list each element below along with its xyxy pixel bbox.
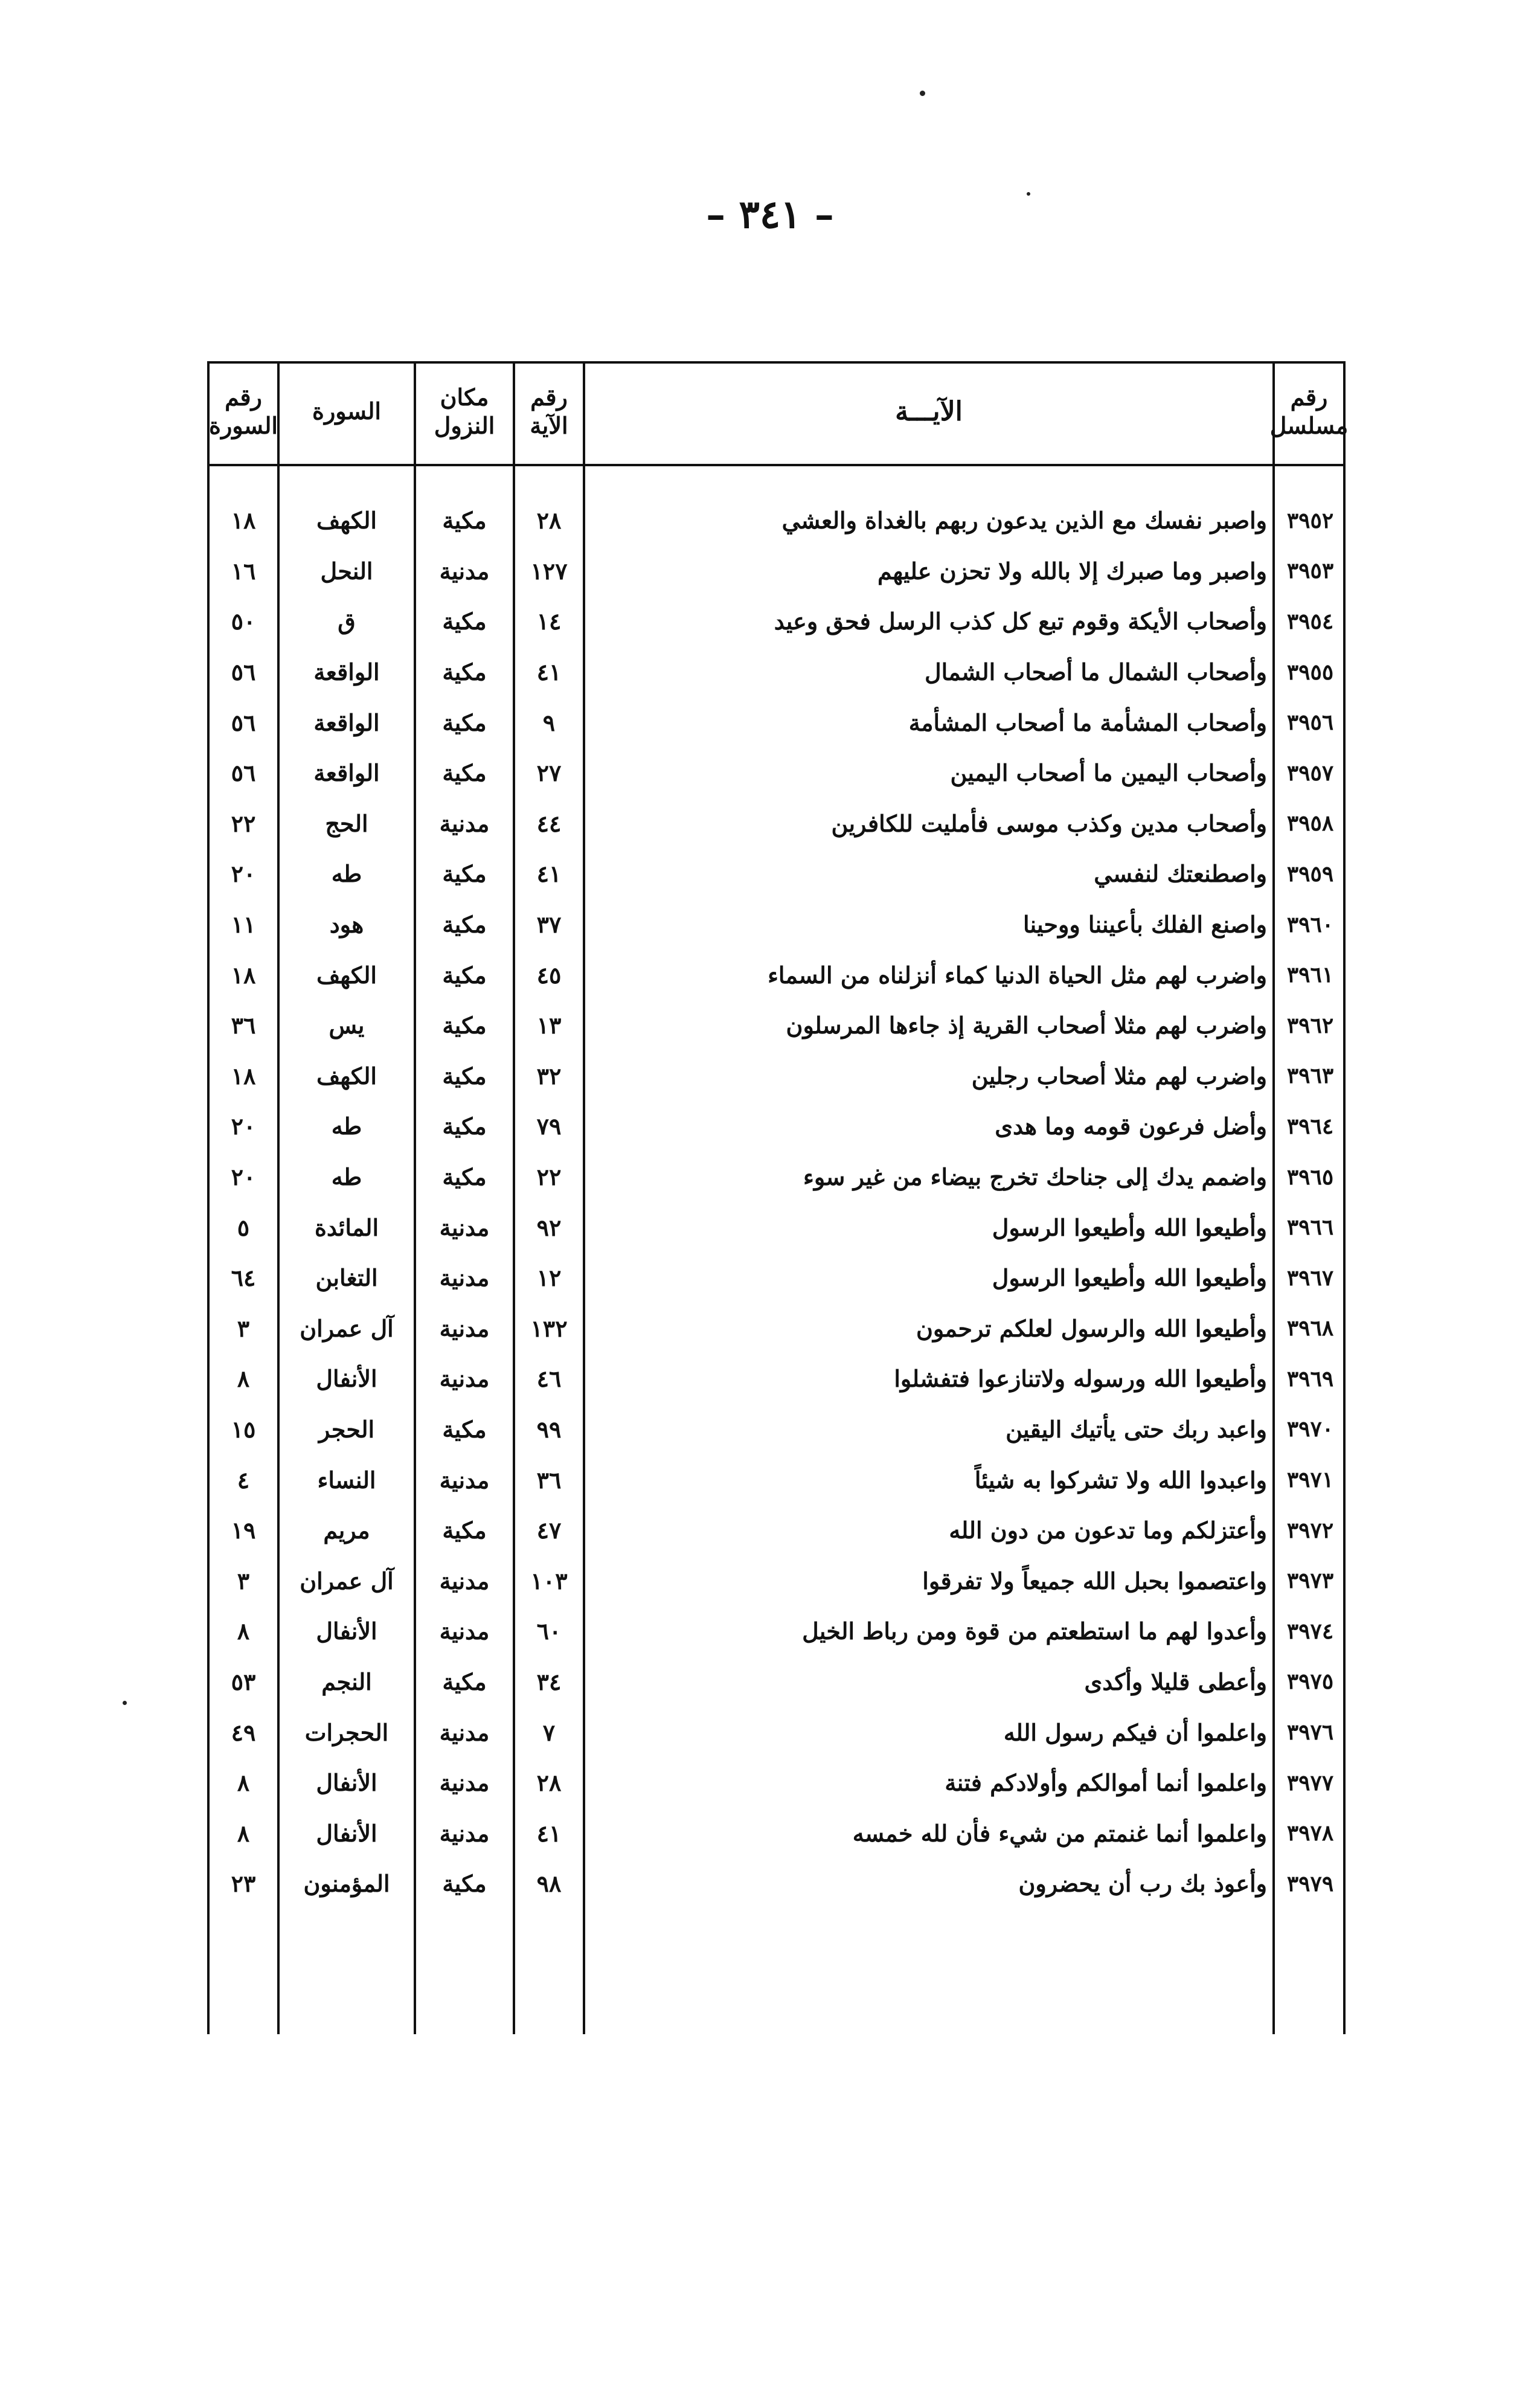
- table-row: [207, 1808, 1346, 1858]
- surah-name-cell: النجم: [321, 1668, 372, 1695]
- table-row: [207, 1253, 1346, 1303]
- serial-number-cell: ٣٩٧١: [1286, 1467, 1334, 1493]
- ayah-number-cell: ٦٠: [536, 1617, 562, 1645]
- surah-name-cell: الأنفال: [316, 1819, 377, 1847]
- revelation-place-cell: مكية: [442, 1163, 487, 1191]
- serial-number-cell: ٣٩٧٩: [1286, 1871, 1334, 1896]
- ayah-number-cell: ٣٢: [536, 1062, 562, 1090]
- ayah-text-cell: وأضل فرعون قومه وما هدى: [995, 1113, 1267, 1140]
- table-row: [207, 1707, 1346, 1758]
- serial-number-cell: ٣٩٥٢: [1286, 507, 1334, 533]
- ayah-text-cell: وأصحاب الأيكة وقوم تبع كل كذب الرسل فحق وعيد: [774, 608, 1267, 635]
- ayah-text-cell: واعلموا أن فيكم رسول الله: [1003, 1718, 1267, 1746]
- ayah-number-cell: ٧٩: [536, 1113, 562, 1140]
- table-row: [207, 546, 1346, 597]
- ayah-number-cell: ٩٢: [536, 1213, 562, 1241]
- revelation-place-cell: مكية: [442, 1012, 487, 1039]
- ayah-text-cell: وأصحاب المشأمة ما أصحاب المشأمة: [908, 708, 1267, 736]
- ayah-text-cell: واعبد ربك حتى يأتيك اليقين: [1006, 1415, 1267, 1443]
- surah-name-cell: آل عمران: [300, 1314, 394, 1342]
- ayah-number-cell: ٢٧: [536, 759, 562, 787]
- serial-number-cell: ٣٩٦٢: [1286, 1012, 1334, 1038]
- revelation-place-cell: مدنية: [439, 1617, 490, 1645]
- revelation-place-cell: مكية: [442, 507, 487, 535]
- table-row: [207, 1354, 1346, 1404]
- revelation-place-cell: مكية: [442, 961, 487, 989]
- ayah-text-cell: واعبدوا الله ولا تشركوا به شيئاً: [974, 1466, 1267, 1494]
- revelation-place-cell: مكية: [442, 860, 487, 888]
- serial-number-cell: ٣٩٦٦: [1286, 1215, 1334, 1241]
- surah-number-cell: ١١: [231, 911, 256, 939]
- serial-number-cell: ٣٩٥٥: [1286, 659, 1334, 685]
- serial-number-cell: ٣٩٥٦: [1286, 710, 1334, 736]
- surah-number-cell: ٤٩: [231, 1718, 256, 1746]
- header-surah-number: [210, 366, 277, 457]
- header-ayah-label: الآيـــة: [895, 396, 963, 427]
- table-body: [207, 495, 1346, 1909]
- serial-number-cell: ٣٩٥٤: [1286, 608, 1334, 634]
- ayah-text-cell: وأطيعوا الله وأطيعوا الرسول: [992, 1264, 1267, 1292]
- surah-number-cell: ٢٢: [231, 809, 256, 837]
- serial-number-cell: ٣٩٧٥: [1286, 1669, 1334, 1695]
- surah-name-cell: التغابن: [315, 1264, 378, 1292]
- ayah-text-cell: وأطيعوا الله ورسوله ولاتنازعوا فتفشلوا: [894, 1365, 1267, 1393]
- revelation-place-cell: مدنية: [439, 1718, 490, 1746]
- header-serial-line1: رقم: [1290, 383, 1328, 411]
- surah-name-cell: الواقعة: [313, 658, 380, 686]
- table-row: [207, 1505, 1346, 1556]
- surah-name-cell: طه: [331, 1163, 362, 1191]
- header-rule: [207, 464, 1346, 466]
- surah-name-cell: آل عمران: [300, 1567, 394, 1594]
- serial-number-cell: ٣٩٥٨: [1286, 811, 1334, 837]
- table-row: [207, 647, 1346, 698]
- serial-number-cell: ٣٩٦٥: [1286, 1164, 1334, 1190]
- ayah-number-cell: ١٣٢: [530, 1314, 568, 1342]
- surah-number-cell: ٢٠: [231, 860, 256, 888]
- table-row: [207, 1051, 1346, 1102]
- revelation-place-cell: مكية: [442, 658, 487, 686]
- surah-name-cell: طه: [331, 860, 362, 888]
- table-row: [207, 849, 1346, 899]
- ayah-text-cell: وأعدوا لهم ما استطعتم من قوة ومن رباط الخيل: [802, 1617, 1267, 1645]
- ayah-text-cell: وأطيعوا الله وأطيعوا الرسول: [992, 1213, 1267, 1241]
- serial-number-cell: ٣٩٧٧: [1286, 1770, 1334, 1796]
- serial-number-cell: ٣٩٧٣: [1286, 1568, 1334, 1594]
- ayah-text-cell: واصبر وما صبرك إلا بالله ولا تحزن عليهم: [877, 557, 1267, 585]
- surah-number-cell: ٢٣: [231, 1870, 256, 1898]
- scan-speck: [920, 91, 925, 96]
- table-row: [207, 1303, 1346, 1354]
- surah-name-cell: الكهف: [316, 961, 377, 989]
- revelation-place-cell: مدنية: [439, 1466, 490, 1494]
- table-row: [207, 596, 1346, 647]
- table-row: [207, 899, 1346, 950]
- ayah-number-cell: ٢٢: [536, 1163, 562, 1191]
- surah-name-cell: الواقعة: [313, 708, 380, 736]
- header-place-line2: النزول: [434, 412, 495, 439]
- surah-name-cell: المؤمنون: [303, 1870, 390, 1898]
- surah-name-cell: الكهف: [316, 507, 377, 535]
- ayah-number-cell: ٤٥: [536, 961, 562, 989]
- surah-name-cell: مريم: [323, 1517, 370, 1544]
- table-top-rule: [207, 361, 1346, 364]
- table-row: [207, 1606, 1346, 1657]
- header-surah-number-line2: السورة: [209, 412, 278, 439]
- ayah-text-cell: واعلموا أنما أموالكم وأولادكم فتنة: [945, 1769, 1267, 1797]
- revelation-place-cell: مدنية: [439, 1314, 490, 1342]
- table-row: [207, 798, 1346, 849]
- surah-name-cell: الحجر: [318, 1415, 375, 1443]
- ayah-number-cell: ٧: [542, 1718, 556, 1746]
- table-row: [207, 1202, 1346, 1253]
- index-table: [207, 361, 1349, 2034]
- revelation-place-cell: مكية: [442, 708, 487, 736]
- ayah-number-cell: ٤٤: [536, 809, 562, 837]
- table-row: [207, 748, 1346, 798]
- revelation-place-cell: مكية: [442, 1415, 487, 1443]
- ayah-number-cell: ٣٧: [536, 911, 562, 939]
- ayah-number-cell: ٤١: [536, 1819, 562, 1847]
- revelation-place-cell: مدنية: [439, 809, 490, 837]
- ayah-number-cell: ٤١: [536, 658, 562, 686]
- table-row: [207, 1101, 1346, 1152]
- header-surah: [280, 366, 414, 457]
- ayah-number-cell: ٣٤: [536, 1668, 562, 1695]
- ayah-text-cell: واضرب لهم مثلا أصحاب القرية إذ جاءها المرسلون: [786, 1012, 1267, 1039]
- surah-number-cell: ٣: [237, 1567, 250, 1594]
- ayah-number-cell: ١٢: [536, 1264, 562, 1292]
- ayah-text-cell: واعلموا أنما غنمتم من شيء فأن لله خمسه: [852, 1819, 1267, 1847]
- surah-number-cell: ٨: [237, 1769, 250, 1797]
- header-ayah-number-line1: رقم: [530, 383, 568, 411]
- surah-number-cell: ٥٦: [231, 759, 256, 787]
- ayah-text-cell: وأصحاب مدين وكذب موسى فأمليت للكافرين: [831, 809, 1267, 837]
- ayah-number-cell: ٣٦: [536, 1466, 562, 1494]
- surah-name-cell: النحل: [320, 557, 373, 585]
- revelation-place-cell: مكية: [442, 1113, 487, 1140]
- header-surah-number-line1: رقم: [225, 383, 262, 411]
- surah-number-cell: ١٦: [231, 557, 256, 585]
- revelation-place-cell: مدنية: [439, 1819, 490, 1847]
- revelation-place-cell: مكية: [442, 608, 487, 635]
- serial-number-cell: ٣٩٦٨: [1286, 1315, 1334, 1341]
- surah-name-cell: النساء: [317, 1466, 376, 1494]
- ayah-number-cell: ١٠٣: [530, 1567, 568, 1594]
- revelation-place-cell: مكية: [442, 1870, 487, 1898]
- ayah-number-cell: ٤٦: [536, 1365, 562, 1393]
- header-ayah-number: [515, 366, 583, 457]
- surah-name-cell: هود: [329, 911, 364, 939]
- surah-number-cell: ١٨: [231, 507, 256, 535]
- ayah-text-cell: واصنع الفلك بأعيننا ووحينا: [1022, 911, 1267, 939]
- surah-number-cell: ٣: [237, 1314, 250, 1342]
- serial-number-cell: ٣٩٦٩: [1286, 1366, 1334, 1392]
- surah-number-cell: ٥٦: [231, 708, 256, 736]
- table-row: [207, 495, 1346, 546]
- serial-number-cell: ٣٩٦٠: [1286, 911, 1334, 937]
- surah-name-cell: الأنفال: [316, 1365, 377, 1393]
- serial-number-cell: ٣٩٥٩: [1286, 861, 1334, 887]
- header-ayah-number-line2: الآية: [530, 412, 568, 439]
- ayah-number-cell: ٤١: [536, 860, 562, 888]
- surah-number-cell: ٣٦: [231, 1012, 256, 1039]
- surah-number-cell: ٥٦: [231, 658, 256, 686]
- table-row: [207, 697, 1346, 748]
- serial-number-cell: ٣٩٥٣: [1286, 558, 1334, 584]
- table-row: [207, 1152, 1346, 1203]
- ayah-text-cell: واضمم يدك إلى جناحك تخرج بيضاء من غير سوء: [803, 1163, 1267, 1191]
- surah-number-cell: ١٨: [231, 961, 256, 989]
- serial-number-cell: ٣٩٦٤: [1286, 1113, 1334, 1139]
- surah-number-cell: ١٥: [231, 1415, 256, 1443]
- ayah-number-cell: ١٢٧: [530, 557, 568, 585]
- surah-number-cell: ٥: [237, 1213, 250, 1241]
- revelation-place-cell: مدنية: [439, 1567, 490, 1594]
- serial-number-cell: ٣٩٦٣: [1286, 1063, 1334, 1089]
- ayah-text-cell: واصطنعتك لنفسي: [1094, 860, 1267, 888]
- revelation-place-cell: مكية: [442, 911, 487, 939]
- serial-number-cell: ٣٩٧٨: [1286, 1820, 1334, 1846]
- surah-name-cell: الأنفال: [316, 1617, 377, 1645]
- ayah-text-cell: وأعوذ بك رب أن يحضرون: [1018, 1870, 1267, 1898]
- revelation-place-cell: مكية: [442, 1668, 487, 1695]
- serial-number-cell: ٣٩٧٠: [1286, 1416, 1334, 1442]
- revelation-place-cell: مكية: [442, 1517, 487, 1544]
- ayah-text-cell: وأصحاب الشمال ما أصحاب الشمال: [925, 658, 1267, 686]
- revelation-place-cell: مدنية: [439, 1264, 490, 1292]
- surah-number-cell: ٨: [237, 1365, 250, 1393]
- table-row: [207, 1858, 1346, 1909]
- surah-name-cell: الواقعة: [313, 759, 380, 787]
- serial-number-cell: ٣٩٥٧: [1286, 760, 1334, 786]
- revelation-place-cell: مدنية: [439, 557, 490, 585]
- surah-name-cell: الحج: [325, 809, 368, 837]
- surah-number-cell: ٥٣: [231, 1668, 256, 1695]
- surah-name-cell: طه: [331, 1113, 362, 1140]
- revelation-place-cell: مكية: [442, 759, 487, 787]
- page-number: – ٣٤١ –: [706, 192, 834, 237]
- serial-number-cell: ٣٩٦٧: [1286, 1265, 1334, 1291]
- ayah-number-cell: ٩: [542, 708, 556, 736]
- header-serial: [1269, 366, 1349, 457]
- surah-number-cell: ٢٠: [231, 1163, 256, 1191]
- revelation-place-cell: مكية: [442, 1062, 487, 1090]
- scan-speck: [123, 1701, 127, 1705]
- table-row: [207, 1404, 1346, 1455]
- header-ayah: [585, 366, 1272, 457]
- header-place-line1: مكان: [440, 383, 489, 411]
- table-row: [207, 1454, 1346, 1505]
- ayah-text-cell: واضرب لهم مثل الحياة الدنيا كماء أنزلناه من السماء: [768, 961, 1267, 989]
- ayah-text-cell: واضرب لهم مثلا أصحاب رجلين: [971, 1062, 1267, 1090]
- ayah-number-cell: ٩٩: [536, 1415, 562, 1443]
- serial-number-cell: ٣٩٦١: [1286, 962, 1334, 988]
- table-row: [207, 1657, 1346, 1707]
- header-surah-label: السورة: [312, 397, 381, 425]
- surah-number-cell: ٨: [237, 1617, 250, 1645]
- ayah-number-cell: ١٤: [536, 608, 562, 635]
- surah-number-cell: ١٩: [231, 1517, 256, 1544]
- ayah-text-cell: وأعتزلكم وما تدعون من دون الله: [949, 1517, 1267, 1544]
- ayah-number-cell: ٤٧: [536, 1517, 562, 1544]
- surah-number-cell: ١٨: [231, 1062, 256, 1090]
- header-serial-line2: مسلسل: [1269, 412, 1349, 439]
- ayah-text-cell: وأصحاب اليمين ما أصحاب اليمين: [950, 759, 1267, 787]
- surah-name-cell: الكهف: [316, 1062, 377, 1090]
- ayah-number-cell: ٢٨: [536, 507, 562, 535]
- revelation-place-cell: مدنية: [439, 1769, 490, 1797]
- surah-name-cell: يس: [329, 1012, 365, 1039]
- ayah-number-cell: ٢٨: [536, 1769, 562, 1797]
- table-row: [207, 1000, 1346, 1051]
- ayah-text-cell: وأعطى قليلا وأكدى: [1084, 1668, 1267, 1695]
- header-place: [416, 366, 513, 457]
- surah-number-cell: ٥٠: [231, 608, 256, 635]
- ayah-text-cell: واعتصموا بحبل الله جميعاً ولا تفرقوا: [922, 1567, 1267, 1594]
- revelation-place-cell: مدنية: [439, 1365, 490, 1393]
- ayah-text-cell: واصبر نفسك مع الذين يدعون ربهم بالغداة والعشي: [781, 507, 1267, 535]
- revelation-place-cell: مدنية: [439, 1213, 490, 1241]
- surah-name-cell: المائدة: [314, 1213, 379, 1241]
- ayah-number-cell: ٩٨: [536, 1870, 562, 1898]
- table-row: [207, 1555, 1346, 1606]
- serial-number-cell: ٣٩٧٦: [1286, 1720, 1334, 1745]
- serial-number-cell: ٣٩٧٤: [1286, 1618, 1334, 1644]
- surah-number-cell: ٦٤: [231, 1264, 256, 1292]
- serial-number-cell: ٣٩٧٢: [1286, 1517, 1334, 1543]
- table-row: [207, 1758, 1346, 1808]
- surah-name-cell: الحجرات: [304, 1718, 389, 1746]
- ayah-number-cell: ١٣: [536, 1012, 562, 1039]
- ayah-text-cell: وأطيعوا الله والرسول لعلكم ترحمون: [916, 1314, 1267, 1342]
- surah-number-cell: ٢٠: [231, 1113, 256, 1140]
- surah-number-cell: ٤: [237, 1466, 250, 1494]
- surah-name-cell: ق: [338, 608, 356, 635]
- table-row: [207, 949, 1346, 1000]
- surah-number-cell: ٨: [237, 1819, 250, 1847]
- surah-name-cell: الأنفال: [316, 1769, 377, 1797]
